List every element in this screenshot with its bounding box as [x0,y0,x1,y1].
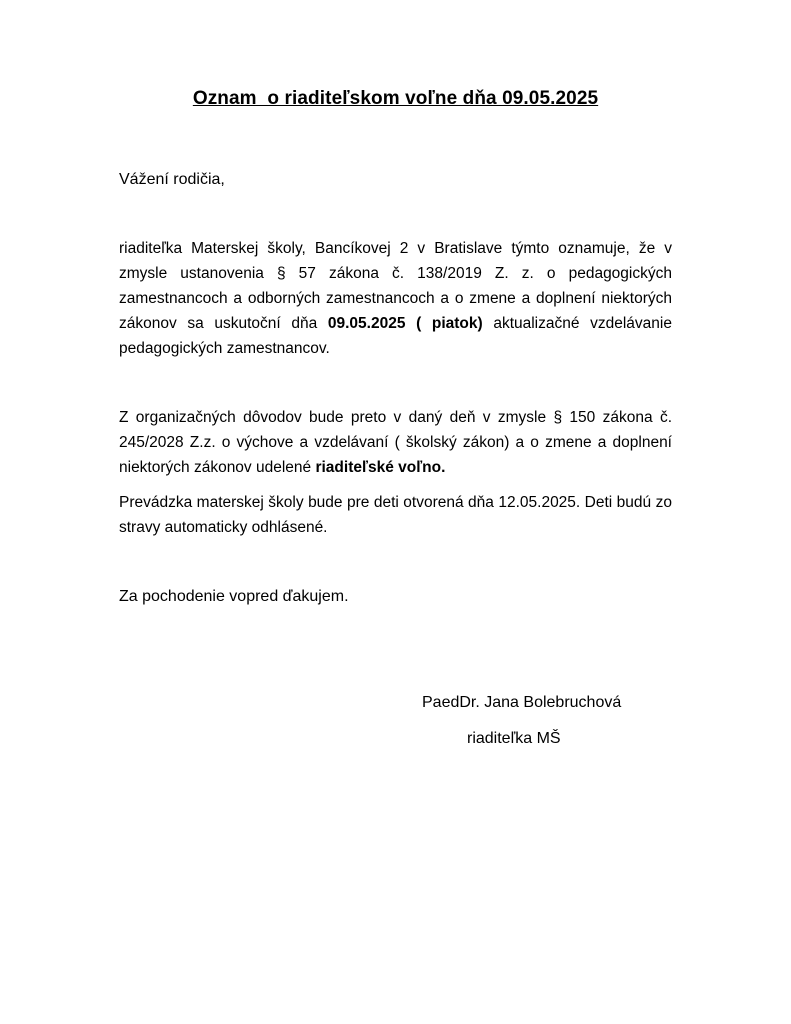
signature-name: PaedDr. Jana Bolebruchová [422,694,622,711]
salutation: Vážení rodičia, [119,171,225,188]
paragraph-reason [119,405,672,480]
directors-leave-phrase: riaditeľské voľno. [315,459,446,476]
closing-line: Za pochodenie vopred ďakujem. [119,588,349,605]
document-title: Oznam o riaditeľskom voľne dňa 09.05.2025 [192,88,599,109]
paragraph-announcement-text-a: riaditeľka Materskej školy, Bancíkovej 2 v Bratislave týmto oznamuje, že v zmysle ustanovenia § 57 zákona č. 138/2019 Z. z. o pedagogických zamestnancoch a odborných zamestnancoch a o zmene a doplnení niektorých zákonov sa uskutoční dňa [119,240,672,332]
paragraph-announcement-text-b: aktualizačné vzdelávanie pedagogických zamestnancov. [119,315,672,357]
paragraph-reopening: Prevádzka materskej školy bude pre deti otvorená dňa 12.05.2025. Deti budú zo stravy automaticky odhlásené. [119,494,672,536]
paragraph-announcement [119,236,672,361]
paragraph-reason-text: Z organizačných dôvodov bude preto v daný deň v zmysle § 150 zákona č. 245/2028 Z.z. o výchove a vzdelávaní ( školský zákon) a o zmene a doplnení niektorých zákonov udelené [119,409,672,476]
signature-role: riaditeľka MŠ [467,730,561,747]
announcement-date: 09.05.2025 ( piatok) [327,315,483,332]
